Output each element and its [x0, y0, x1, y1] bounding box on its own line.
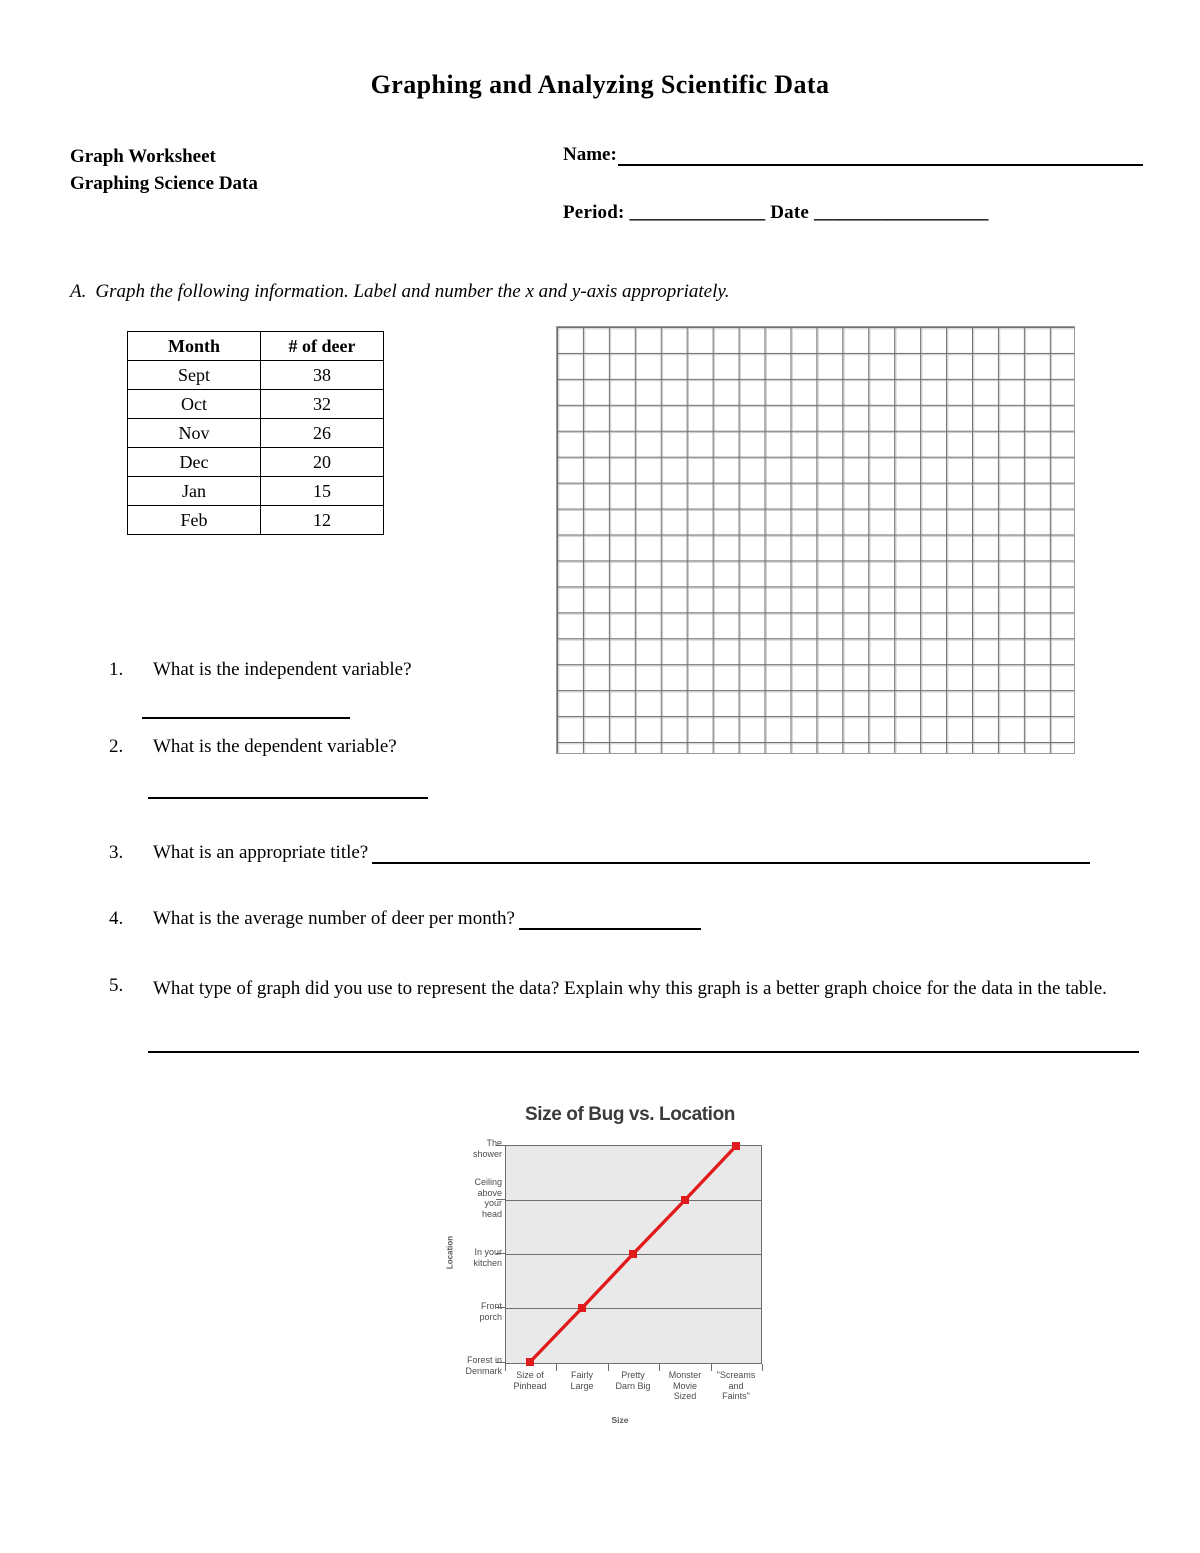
student-info-block	[563, 144, 1143, 224]
question-text	[153, 908, 1149, 930]
chart-x-tick-label	[708, 1370, 764, 1402]
chart-y-tick-label	[428, 1301, 502, 1322]
date-field[interactable]: Date __________________	[770, 202, 989, 223]
cell-deer: 12	[261, 506, 384, 535]
chart-x-tick-label	[554, 1370, 610, 1391]
section-letter: A.	[70, 281, 87, 302]
blank-graph-grid[interactable]	[556, 326, 1075, 754]
cell-deer: 20	[261, 448, 384, 477]
table-header-row	[128, 332, 384, 361]
chart-x-tick-line: Sized	[673, 1391, 697, 1401]
chart-data-point	[526, 1358, 534, 1366]
chart-y-tick-line: kitchen	[473, 1257, 502, 1268]
question-number: 1.	[109, 659, 124, 680]
chart-x-tick-line: Pinhead	[513, 1380, 547, 1391]
name-label: Name:	[563, 144, 617, 165]
question-number: 3.	[109, 842, 124, 863]
section-instruction-text: Graph the following information. Label and number the x and y-axis appropriately.	[95, 281, 730, 302]
chart-x-tick-line: Faints"	[722, 1391, 750, 1401]
answer-line-4[interactable]	[519, 914, 701, 930]
cell-month: Jan	[128, 477, 261, 506]
period-field[interactable]: Period: ______________	[563, 202, 766, 223]
chart-series-layer	[505, 1145, 762, 1364]
chart-x-tick-line: Movie	[672, 1380, 697, 1391]
table-row	[128, 390, 384, 419]
chart-y-tick-line: porch	[479, 1311, 502, 1322]
page-title: Graphing and Analyzing Scientific Data	[370, 70, 830, 99]
question-2	[109, 736, 529, 758]
chart-y-tick-line: Forest in	[466, 1355, 502, 1365]
question-4	[109, 908, 1149, 930]
table-row	[128, 448, 384, 477]
chart-y-tick-line: above	[477, 1187, 502, 1198]
cell-month: Dec	[128, 448, 261, 477]
cell-month: Nov	[128, 419, 261, 448]
cell-month: Sept	[128, 361, 261, 390]
question-1	[109, 659, 529, 681]
chart-y-tick-label	[428, 1138, 502, 1159]
cell-deer: 38	[261, 361, 384, 390]
chart-x-tick-line: Large	[570, 1380, 594, 1391]
chart-x-tick-line: "Screams	[716, 1370, 756, 1380]
chart-x-tick-line: Fairly	[571, 1370, 593, 1380]
question-text-label: What is the average number of deer per month?	[153, 908, 515, 929]
chart-y-tick-line: The	[486, 1138, 502, 1148]
answer-line-2[interactable]	[148, 797, 428, 799]
question-text: What type of graph did you use to represent the data? Explain why this graph is a better graph choice for the data in the table.	[153, 978, 1107, 999]
chart-x-tick-label	[502, 1370, 558, 1391]
question-5	[109, 975, 1149, 1003]
chart-y-tick-line: Front	[480, 1301, 502, 1311]
deer-data-table	[127, 331, 384, 535]
chart-x-tick-label	[605, 1370, 661, 1391]
table-row	[128, 477, 384, 506]
chart-y-tick-label	[428, 1355, 502, 1376]
chart-y-tick-line: shower	[472, 1148, 502, 1159]
worksheet-label: Graph Worksheet	[70, 146, 216, 167]
chart-data-point	[578, 1304, 586, 1312]
worksheet-identity	[70, 143, 258, 197]
chart-x-tick-line: Monster	[668, 1370, 702, 1380]
section-a-instruction	[70, 281, 730, 303]
subject-label: Graphing Science Data	[70, 173, 258, 194]
table-row	[128, 361, 384, 390]
question-text: What is the dependent variable?	[153, 736, 397, 757]
chart-y-tick-line: your	[484, 1198, 502, 1208]
question-text	[153, 842, 1149, 864]
chart-y-tick-line: Denmark	[465, 1365, 502, 1376]
table-body	[128, 361, 384, 535]
chart-title: Size of Bug vs. Location	[525, 1104, 735, 1125]
answer-line-3[interactable]	[372, 848, 1090, 864]
chart-x-tick-line: Darn Big	[615, 1380, 651, 1391]
answer-line-1[interactable]	[142, 717, 350, 719]
question-number: 4.	[109, 908, 124, 929]
question-3	[109, 842, 1149, 864]
cell-deer: 32	[261, 390, 384, 419]
chart-x-tick-line: and	[728, 1380, 744, 1391]
chart-x-axis-title: Size	[611, 1415, 629, 1425]
chart-y-tick-line: In your	[474, 1247, 502, 1257]
question-text: What is the independent variable?	[153, 659, 412, 680]
chart-y-tick-line: Ceiling	[474, 1177, 502, 1187]
chart-data-point	[629, 1250, 637, 1258]
column-header-deer: # of deer	[261, 332, 384, 361]
chart-x-tick-line: Pretty	[621, 1370, 645, 1380]
example-chart	[408, 1100, 808, 1470]
table-row	[128, 506, 384, 535]
name-input-line[interactable]	[618, 149, 1143, 166]
question-number: 5.	[109, 975, 124, 996]
question-text-label: What is an appropriate title?	[153, 842, 369, 863]
chart-x-tick-label	[657, 1370, 713, 1402]
chart-y-tick-label	[428, 1247, 502, 1268]
chart-y-tick-line: head	[481, 1208, 502, 1219]
cell-month: Feb	[128, 506, 261, 535]
question-number: 2.	[109, 736, 124, 757]
column-header-month: Month	[128, 332, 261, 361]
name-row	[563, 144, 1143, 166]
chart-y-tick-label	[428, 1177, 502, 1219]
table-row	[128, 419, 384, 448]
answer-line-5[interactable]	[148, 1051, 1139, 1053]
cell-deer: 26	[261, 419, 384, 448]
cell-deer: 15	[261, 477, 384, 506]
period-date-row	[563, 202, 1143, 224]
chart-data-point	[732, 1142, 740, 1150]
chart-data-point	[681, 1196, 689, 1204]
chart-y-axis-title: Location	[445, 1235, 455, 1270]
chart-x-tick-line: Size of	[516, 1370, 544, 1380]
cell-month: Oct	[128, 390, 261, 419]
